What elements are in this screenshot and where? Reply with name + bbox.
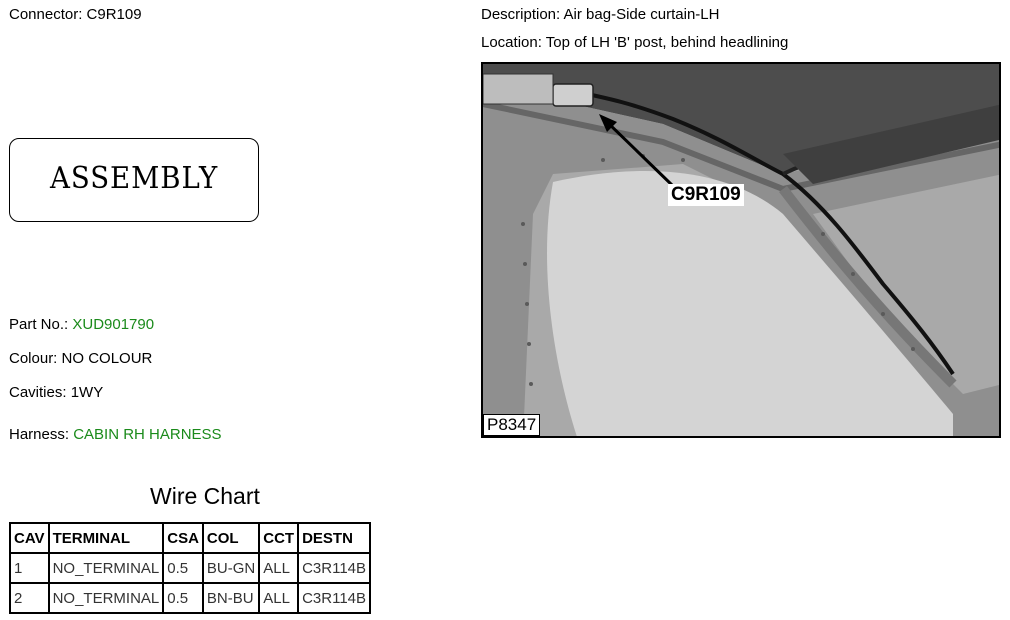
assembly-label: ASSEMBLY [50, 161, 219, 196]
wire-chart-table [9, 522, 371, 614]
location-line [481, 34, 788, 51]
cell-cct: ALL [259, 583, 298, 613]
header-csa: CSA [163, 523, 203, 553]
cavities-label: Cavities: [9, 384, 67, 401]
cell-cct: ALL [259, 553, 298, 583]
illustration-ref: P8347 [483, 414, 540, 436]
connector-line [9, 6, 142, 23]
connector-callout: C9R109 [668, 184, 744, 206]
cell-destn: C3R114B [298, 553, 370, 583]
cell-col: BU-GN [203, 553, 259, 583]
assembly-box [9, 138, 259, 222]
location-value: Top of LH 'B' post, behind headlining [545, 34, 789, 51]
b-post-illustration [483, 64, 1001, 438]
header-col: COL [203, 523, 259, 553]
description-value: Air bag-Side curtain-LH [563, 6, 720, 23]
header-cct: CCT [259, 523, 298, 553]
cell-terminal: NO_TERMINAL [49, 553, 164, 583]
part-no-link[interactable]: XUD901790 [72, 316, 155, 333]
cell-csa: 0.5 [163, 583, 203, 613]
wire-chart-header-row [10, 523, 370, 553]
cell-destn: C3R114B [298, 583, 370, 613]
wire-chart-title: Wire Chart [150, 483, 260, 509]
cavities-line [9, 384, 103, 401]
location-label: Location: [481, 34, 542, 51]
harness-line [9, 426, 222, 443]
table-row [10, 583, 370, 613]
harness-link[interactable]: CABIN RH HARNESS [73, 426, 222, 443]
location-illustration [481, 62, 1001, 438]
cell-col: BN-BU [203, 583, 259, 613]
cavities-value: 1WY [70, 384, 104, 401]
header-cav: CAV [10, 523, 49, 553]
part-no-line [9, 316, 154, 333]
colour-line [9, 350, 152, 367]
description-line [481, 6, 719, 23]
table-row [10, 553, 370, 583]
connector-value: C9R109 [86, 6, 142, 23]
harness-label: Harness: [9, 426, 70, 443]
cell-cav: 2 [10, 583, 49, 613]
part-no-label: Part No.: [9, 316, 69, 333]
header-destn: DESTN [298, 523, 370, 553]
cell-terminal: NO_TERMINAL [49, 583, 164, 613]
cell-csa: 0.5 [163, 553, 203, 583]
colour-label: Colour: [9, 350, 58, 367]
description-label: Description: [481, 6, 561, 23]
cell-cav: 1 [10, 553, 49, 583]
connector-label: Connector: [9, 6, 83, 23]
colour-value: NO COLOUR [61, 350, 153, 367]
header-terminal: TERMINAL [49, 523, 164, 553]
